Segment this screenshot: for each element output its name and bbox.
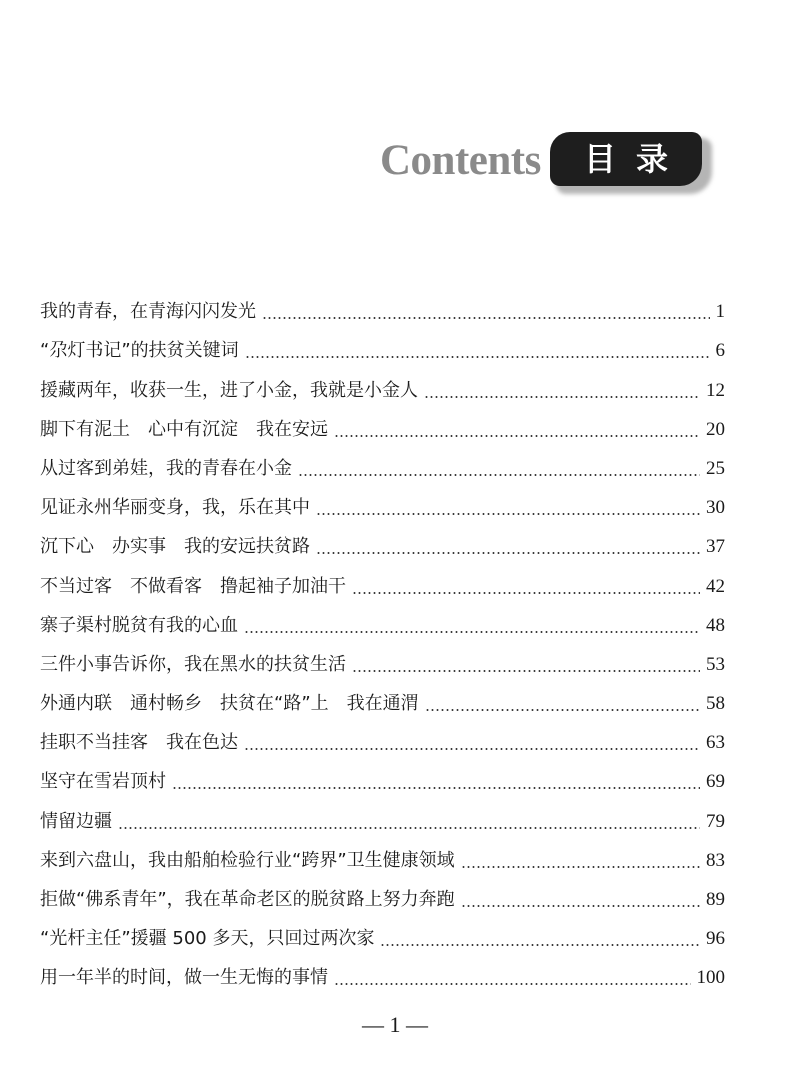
toc-entry-title: “光杆主任”援疆 500 多天，只回过两次家 bbox=[40, 928, 375, 950]
toc-entry-page: 89 bbox=[706, 889, 725, 910]
toc-dot-leader bbox=[334, 983, 691, 985]
toc-entry-page: 100 bbox=[696, 967, 725, 989]
toc-entry-title: 寨子渠村脱贫有我的心血 bbox=[40, 614, 238, 636]
contents-title-en: Contents bbox=[380, 137, 541, 184]
toc-entry-title: 情留边疆 bbox=[40, 810, 112, 832]
contents-header bbox=[380, 130, 720, 200]
toc-dot-leader bbox=[316, 552, 700, 554]
toc-entry-title: 三件小事告诉你，我在黑水的扶贫生活 bbox=[40, 653, 346, 675]
toc-dot-leader bbox=[172, 787, 700, 789]
toc-dot-leader bbox=[352, 670, 700, 672]
toc-entry-title: 挂职不当挂客 我在色达 bbox=[40, 732, 238, 754]
table-of-contents bbox=[40, 292, 725, 997]
toc-entry-page: 42 bbox=[706, 575, 725, 597]
toc-entry-page: 83 bbox=[706, 849, 725, 871]
toc-entry-page: 69 bbox=[706, 771, 725, 793]
toc-dot-leader bbox=[380, 944, 700, 946]
toc-entry[interactable] bbox=[40, 331, 725, 370]
toc-entry[interactable] bbox=[40, 801, 725, 840]
toc-entry-title: 脚下有泥土 心中有沉淀 我在安远 bbox=[40, 418, 328, 440]
toc-entry-title: 我的青春，在青海闪闪发光 bbox=[40, 301, 256, 323]
toc-entry-title: 不当过客 不做看客 撸起袖子加油干 bbox=[40, 575, 346, 597]
toc-entry-title: 外通内联 通村畅乡 扶贫在“路”上 我在通渭 bbox=[40, 693, 419, 715]
toc-entry-page: 79 bbox=[706, 810, 725, 832]
toc-dot-leader bbox=[334, 435, 700, 437]
toc-entry-title: 见证永州华丽变身，我，乐在其中 bbox=[40, 497, 310, 519]
toc-entry[interactable] bbox=[40, 880, 725, 919]
toc-dot-leader bbox=[244, 631, 700, 633]
toc-entry[interactable] bbox=[40, 488, 725, 527]
toc-dot-leader bbox=[244, 748, 700, 750]
toc-entry-page: 12 bbox=[706, 379, 725, 401]
toc-entry-page: 37 bbox=[706, 536, 725, 558]
toc-entry-page: 96 bbox=[706, 928, 725, 950]
toc-entry[interactable] bbox=[40, 919, 725, 958]
toc-entry-page: 48 bbox=[706, 614, 725, 636]
toc-dot-leader bbox=[298, 474, 700, 476]
toc-entry-page: 30 bbox=[706, 497, 725, 519]
toc-dot-leader bbox=[316, 513, 700, 515]
toc-dot-leader bbox=[461, 866, 700, 868]
page-number: — 1 — bbox=[362, 1012, 428, 1037]
toc-entry-page: 53 bbox=[706, 653, 725, 675]
toc-entry-page: 1 bbox=[715, 301, 725, 323]
toc-entry-title: 从过客到弟娃，我的青春在小金 bbox=[40, 457, 292, 479]
toc-entry-title: 沉下心 办实事 我的安远扶贫路 bbox=[40, 536, 310, 558]
toc-entry-title: 用一年半的时间，做一生无悔的事情 bbox=[40, 967, 328, 989]
toc-entry-title: 拒做“佛系青年”，我在革命老区的脱贫路上努力奔跑 bbox=[40, 889, 455, 910]
toc-entry[interactable] bbox=[40, 684, 725, 723]
toc-entry[interactable] bbox=[40, 762, 725, 801]
toc-entry-page: 20 bbox=[706, 418, 725, 440]
toc-entry[interactable] bbox=[40, 645, 725, 684]
contents-title-cn-badge: 目录 bbox=[550, 132, 702, 186]
toc-entry[interactable] bbox=[40, 606, 725, 645]
toc-dot-leader bbox=[461, 905, 700, 907]
toc-entry[interactable] bbox=[40, 292, 725, 331]
toc-dot-leader bbox=[245, 356, 710, 358]
toc-entry[interactable] bbox=[40, 566, 725, 605]
toc-entry-page: 58 bbox=[706, 693, 725, 715]
toc-entry-title: 来到六盘山，我由船舶检验行业“跨界”卫生健康领域 bbox=[40, 849, 455, 871]
toc-entry[interactable] bbox=[40, 958, 725, 997]
toc-dot-leader bbox=[262, 317, 710, 319]
toc-entry[interactable] bbox=[40, 723, 725, 762]
toc-entry-title: 援藏两年，收获一生，进了小金，我就是小金人 bbox=[40, 379, 418, 401]
toc-entry[interactable] bbox=[40, 841, 725, 880]
toc-entry-title: “尕灯书记”的扶贫关键词 bbox=[40, 340, 239, 362]
toc-dot-leader bbox=[118, 827, 700, 829]
toc-entry[interactable] bbox=[40, 410, 725, 449]
toc-dot-leader bbox=[352, 592, 700, 594]
toc-entry[interactable] bbox=[40, 449, 725, 488]
toc-entry-page: 25 bbox=[706, 457, 725, 479]
toc-entry[interactable] bbox=[40, 370, 725, 409]
toc-dot-leader bbox=[424, 396, 700, 398]
toc-entry-page: 63 bbox=[706, 732, 725, 754]
toc-dot-leader bbox=[425, 709, 700, 711]
toc-entry-page: 6 bbox=[715, 340, 725, 362]
toc-entry-title: 坚守在雪岩顶村 bbox=[40, 771, 166, 793]
toc-entry[interactable] bbox=[40, 527, 725, 566]
